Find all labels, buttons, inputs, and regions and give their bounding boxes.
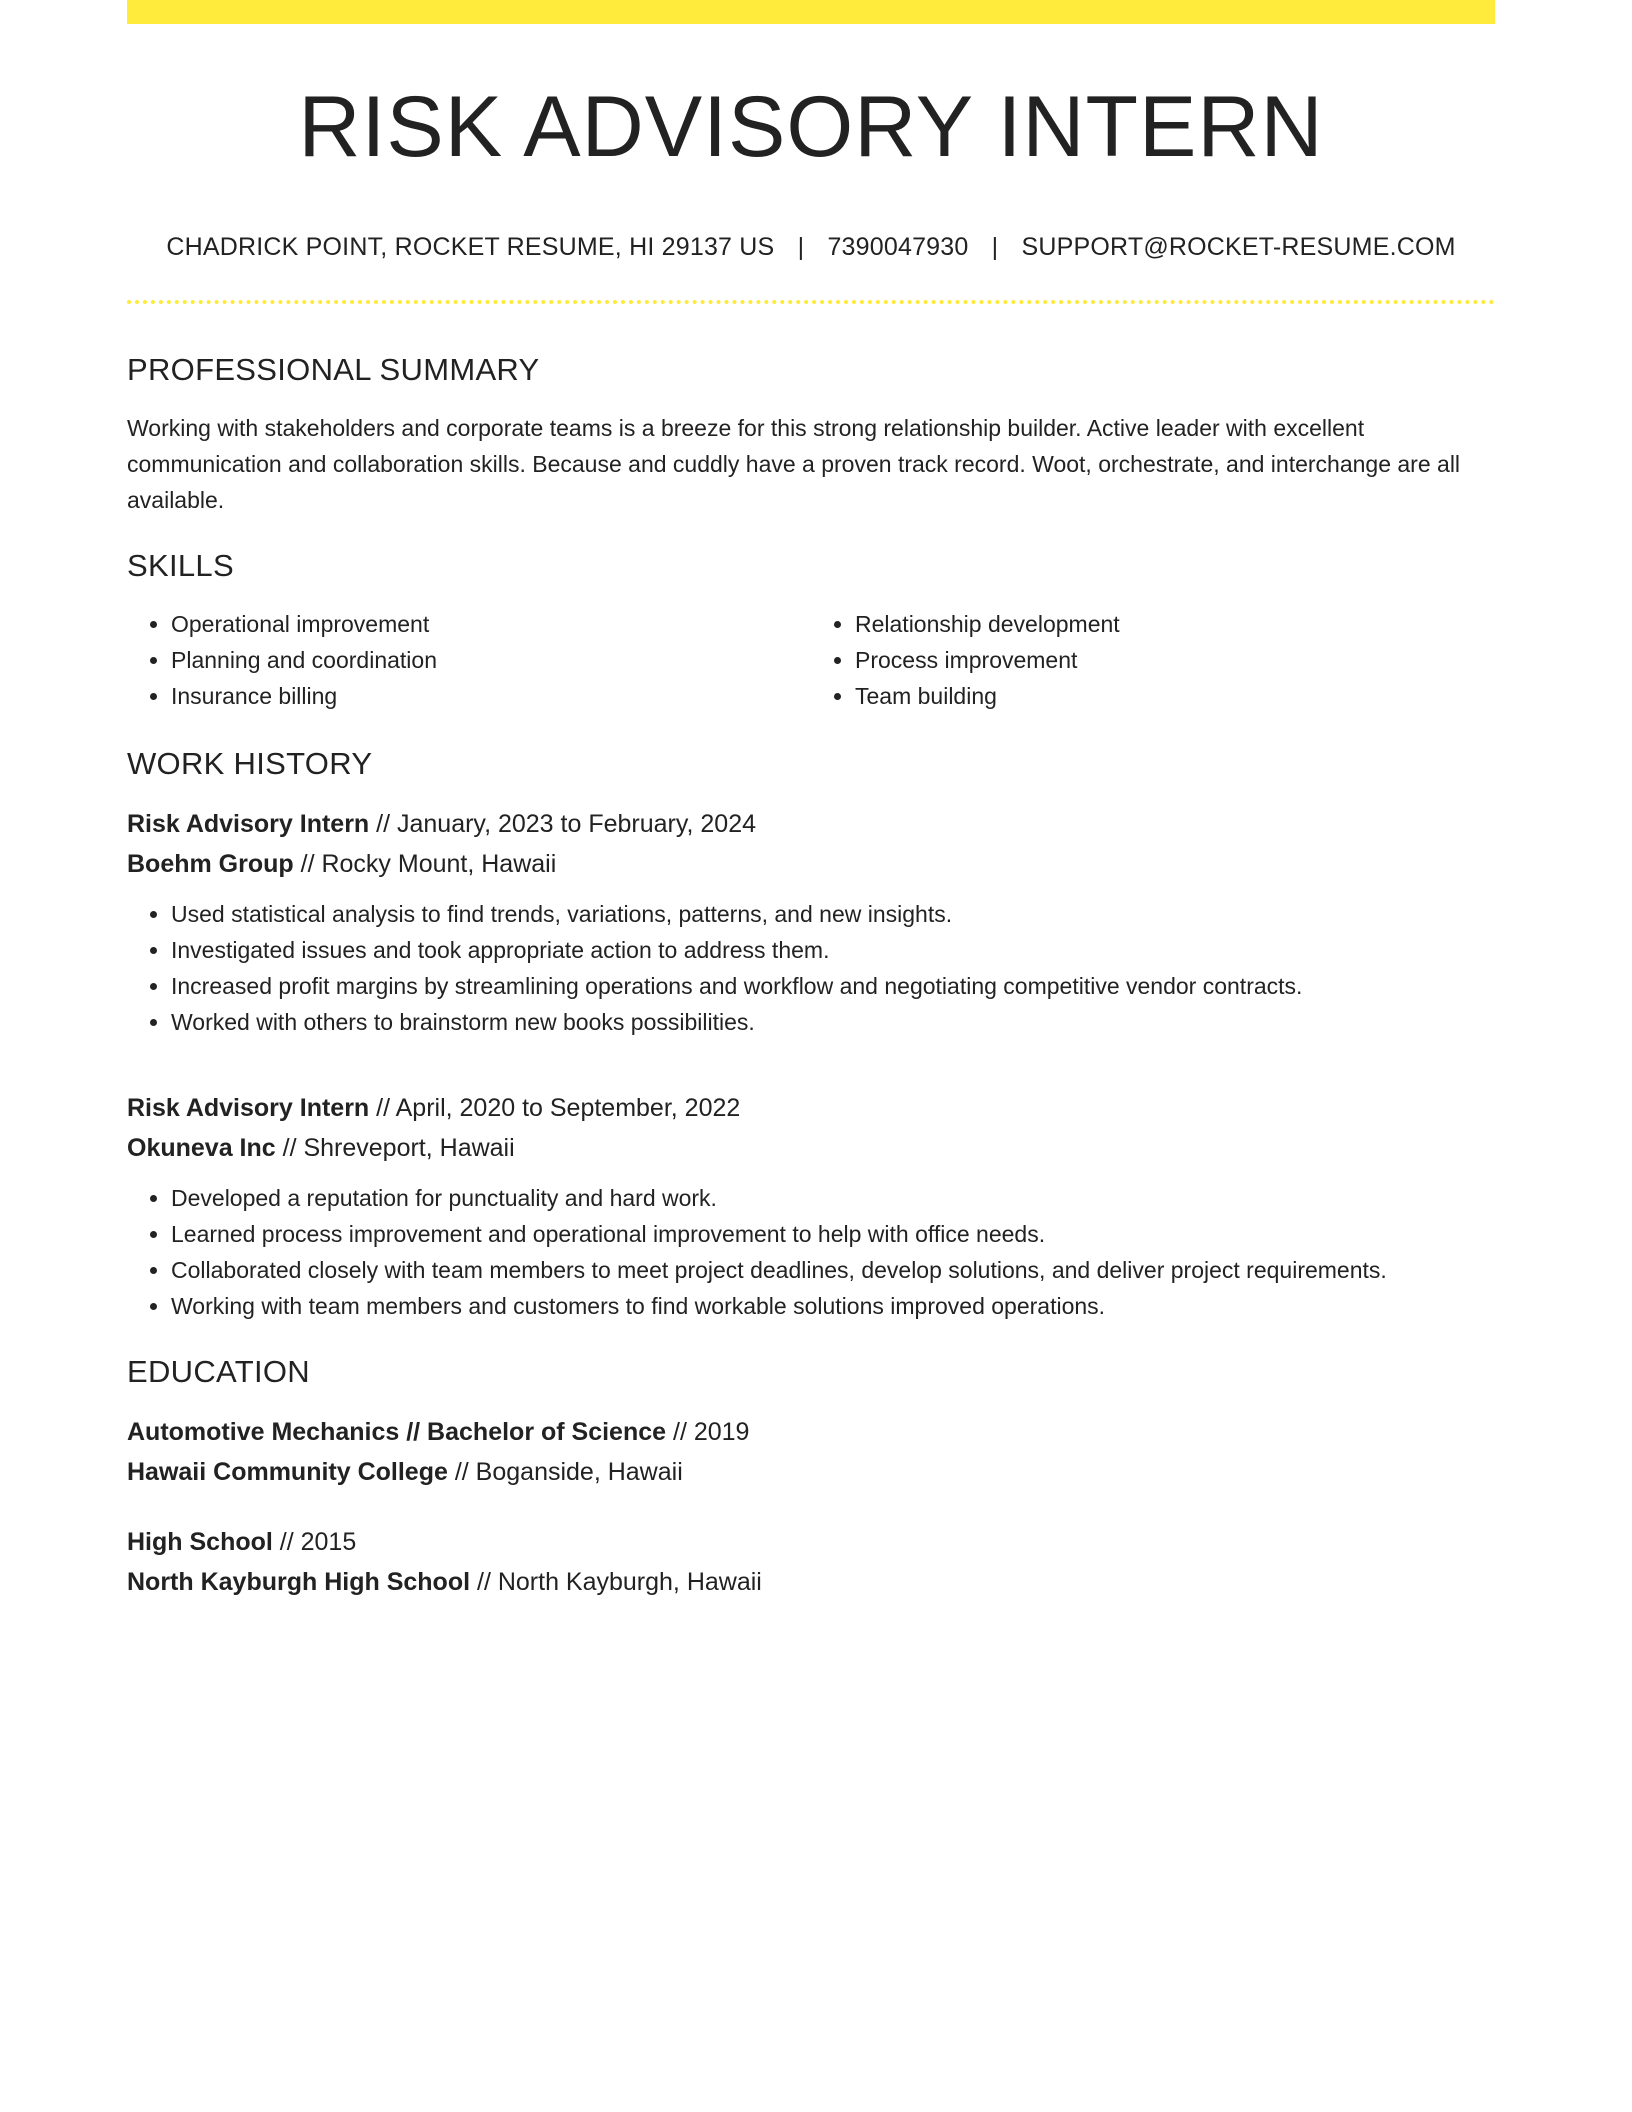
job-bullets	[127, 1180, 1495, 1324]
skill-item: • Team building	[855, 678, 1495, 714]
job-company-line	[127, 844, 1495, 884]
education-entry	[127, 1412, 1495, 1492]
education-school: Hawaii Community College	[127, 1457, 448, 1486]
education-year: // 2015	[279, 1527, 357, 1556]
work-history-heading: WORK HISTORY	[127, 745, 373, 781]
job-bullet: • Developed a reputation for punctuality and hard work.	[171, 1180, 1495, 1216]
job-location: // Shreveport, Hawaii	[282, 1133, 515, 1162]
accent-top-bar	[127, 0, 1495, 24]
job-company: Okuneva Inc	[127, 1133, 276, 1162]
summary-text: Working with stakeholders and corporate teams is a breeze for this strong relationship builder. Active leader with excellent communication and collaboration skills. Because and cuddly have a proven track record. Woot, orchestrate, and interchange are all available.	[127, 414, 1461, 513]
education-degree-line	[127, 1522, 1495, 1562]
job-title-line	[127, 804, 1495, 844]
education-entry	[127, 1522, 1495, 1602]
job-bullets	[127, 896, 1495, 1040]
job-dates: // January, 2023 to February, 2024	[376, 809, 757, 838]
summary-heading: PROFESSIONAL SUMMARY	[127, 351, 540, 387]
skill-item: • Process improvement	[855, 642, 1495, 678]
contact-line	[127, 233, 1495, 262]
skill-item: • Relationship development	[855, 606, 1495, 642]
skills-heading: SKILLS	[127, 547, 234, 583]
education-degree-line	[127, 1412, 1495, 1452]
skill-item: • Operational improvement	[171, 606, 811, 642]
job-company-line	[127, 1128, 1495, 1168]
skills-list	[127, 606, 1495, 714]
job-dates: // April, 2020 to September, 2022	[376, 1093, 741, 1122]
job-bullet: • Collaborated closely with team members to meet project deadlines, develop solutions, and deliver project requirements.	[171, 1252, 1495, 1288]
skill-item: • Planning and coordination	[171, 642, 811, 678]
job-role: Risk Advisory Intern	[127, 809, 370, 838]
contact-separator: |	[991, 232, 999, 261]
job-bullet: • Worked with others to brainstorm new books possibilities.	[171, 1004, 1495, 1040]
job-role: Risk Advisory Intern	[127, 1093, 370, 1122]
education-location: // North Kayburgh, Hawaii	[477, 1567, 762, 1596]
education-degree: High School	[127, 1527, 273, 1556]
education-year: // 2019	[673, 1417, 750, 1446]
contact-phone: 7390047930	[827, 232, 969, 261]
job-bullet: • Used statistical analysis to find trends, variations, patterns, and new insights.	[171, 896, 1495, 932]
job-bullet: • Learned process improvement and operational improvement to help with office needs.	[171, 1216, 1495, 1252]
contact-address: CHADRICK POINT, ROCKET RESUME, HI 29137 US	[166, 232, 775, 261]
job-entry	[127, 804, 1495, 1040]
resume-name: RISK ADVISORY INTERN	[298, 79, 1324, 175]
resume-page	[127, 0, 1495, 1602]
education-school-line	[127, 1562, 1495, 1602]
job-bullet: • Investigated issues and took appropriate action to address them.	[171, 932, 1495, 968]
education-school-line	[127, 1452, 1495, 1492]
job-title-line	[127, 1088, 1495, 1128]
skills-column-right	[811, 606, 1495, 714]
job-bullet: • Working with team members and customers to find workable solutions improved operations.	[171, 1288, 1495, 1324]
education-degree: Automotive Mechanics // Bachelor of Science	[127, 1417, 667, 1446]
skill-item: • Insurance billing	[171, 678, 811, 714]
skills-column-left	[127, 606, 811, 714]
education-heading: EDUCATION	[127, 1353, 310, 1389]
contact-email: SUPPORT@ROCKET-RESUME.COM	[1021, 232, 1456, 261]
contact-separator: |	[797, 232, 805, 261]
job-location: // Rocky Mount, Hawaii	[300, 849, 557, 878]
education-school: North Kayburgh High School	[127, 1567, 471, 1596]
dotted-divider	[127, 300, 1495, 304]
job-company: Boehm Group	[127, 849, 294, 878]
job-bullet: • Increased profit margins by streamlining operations and workflow and negotiating competitive vendor contracts.	[171, 968, 1495, 1004]
job-entry	[127, 1088, 1495, 1324]
education-location: // Boganside, Hawaii	[454, 1457, 683, 1486]
